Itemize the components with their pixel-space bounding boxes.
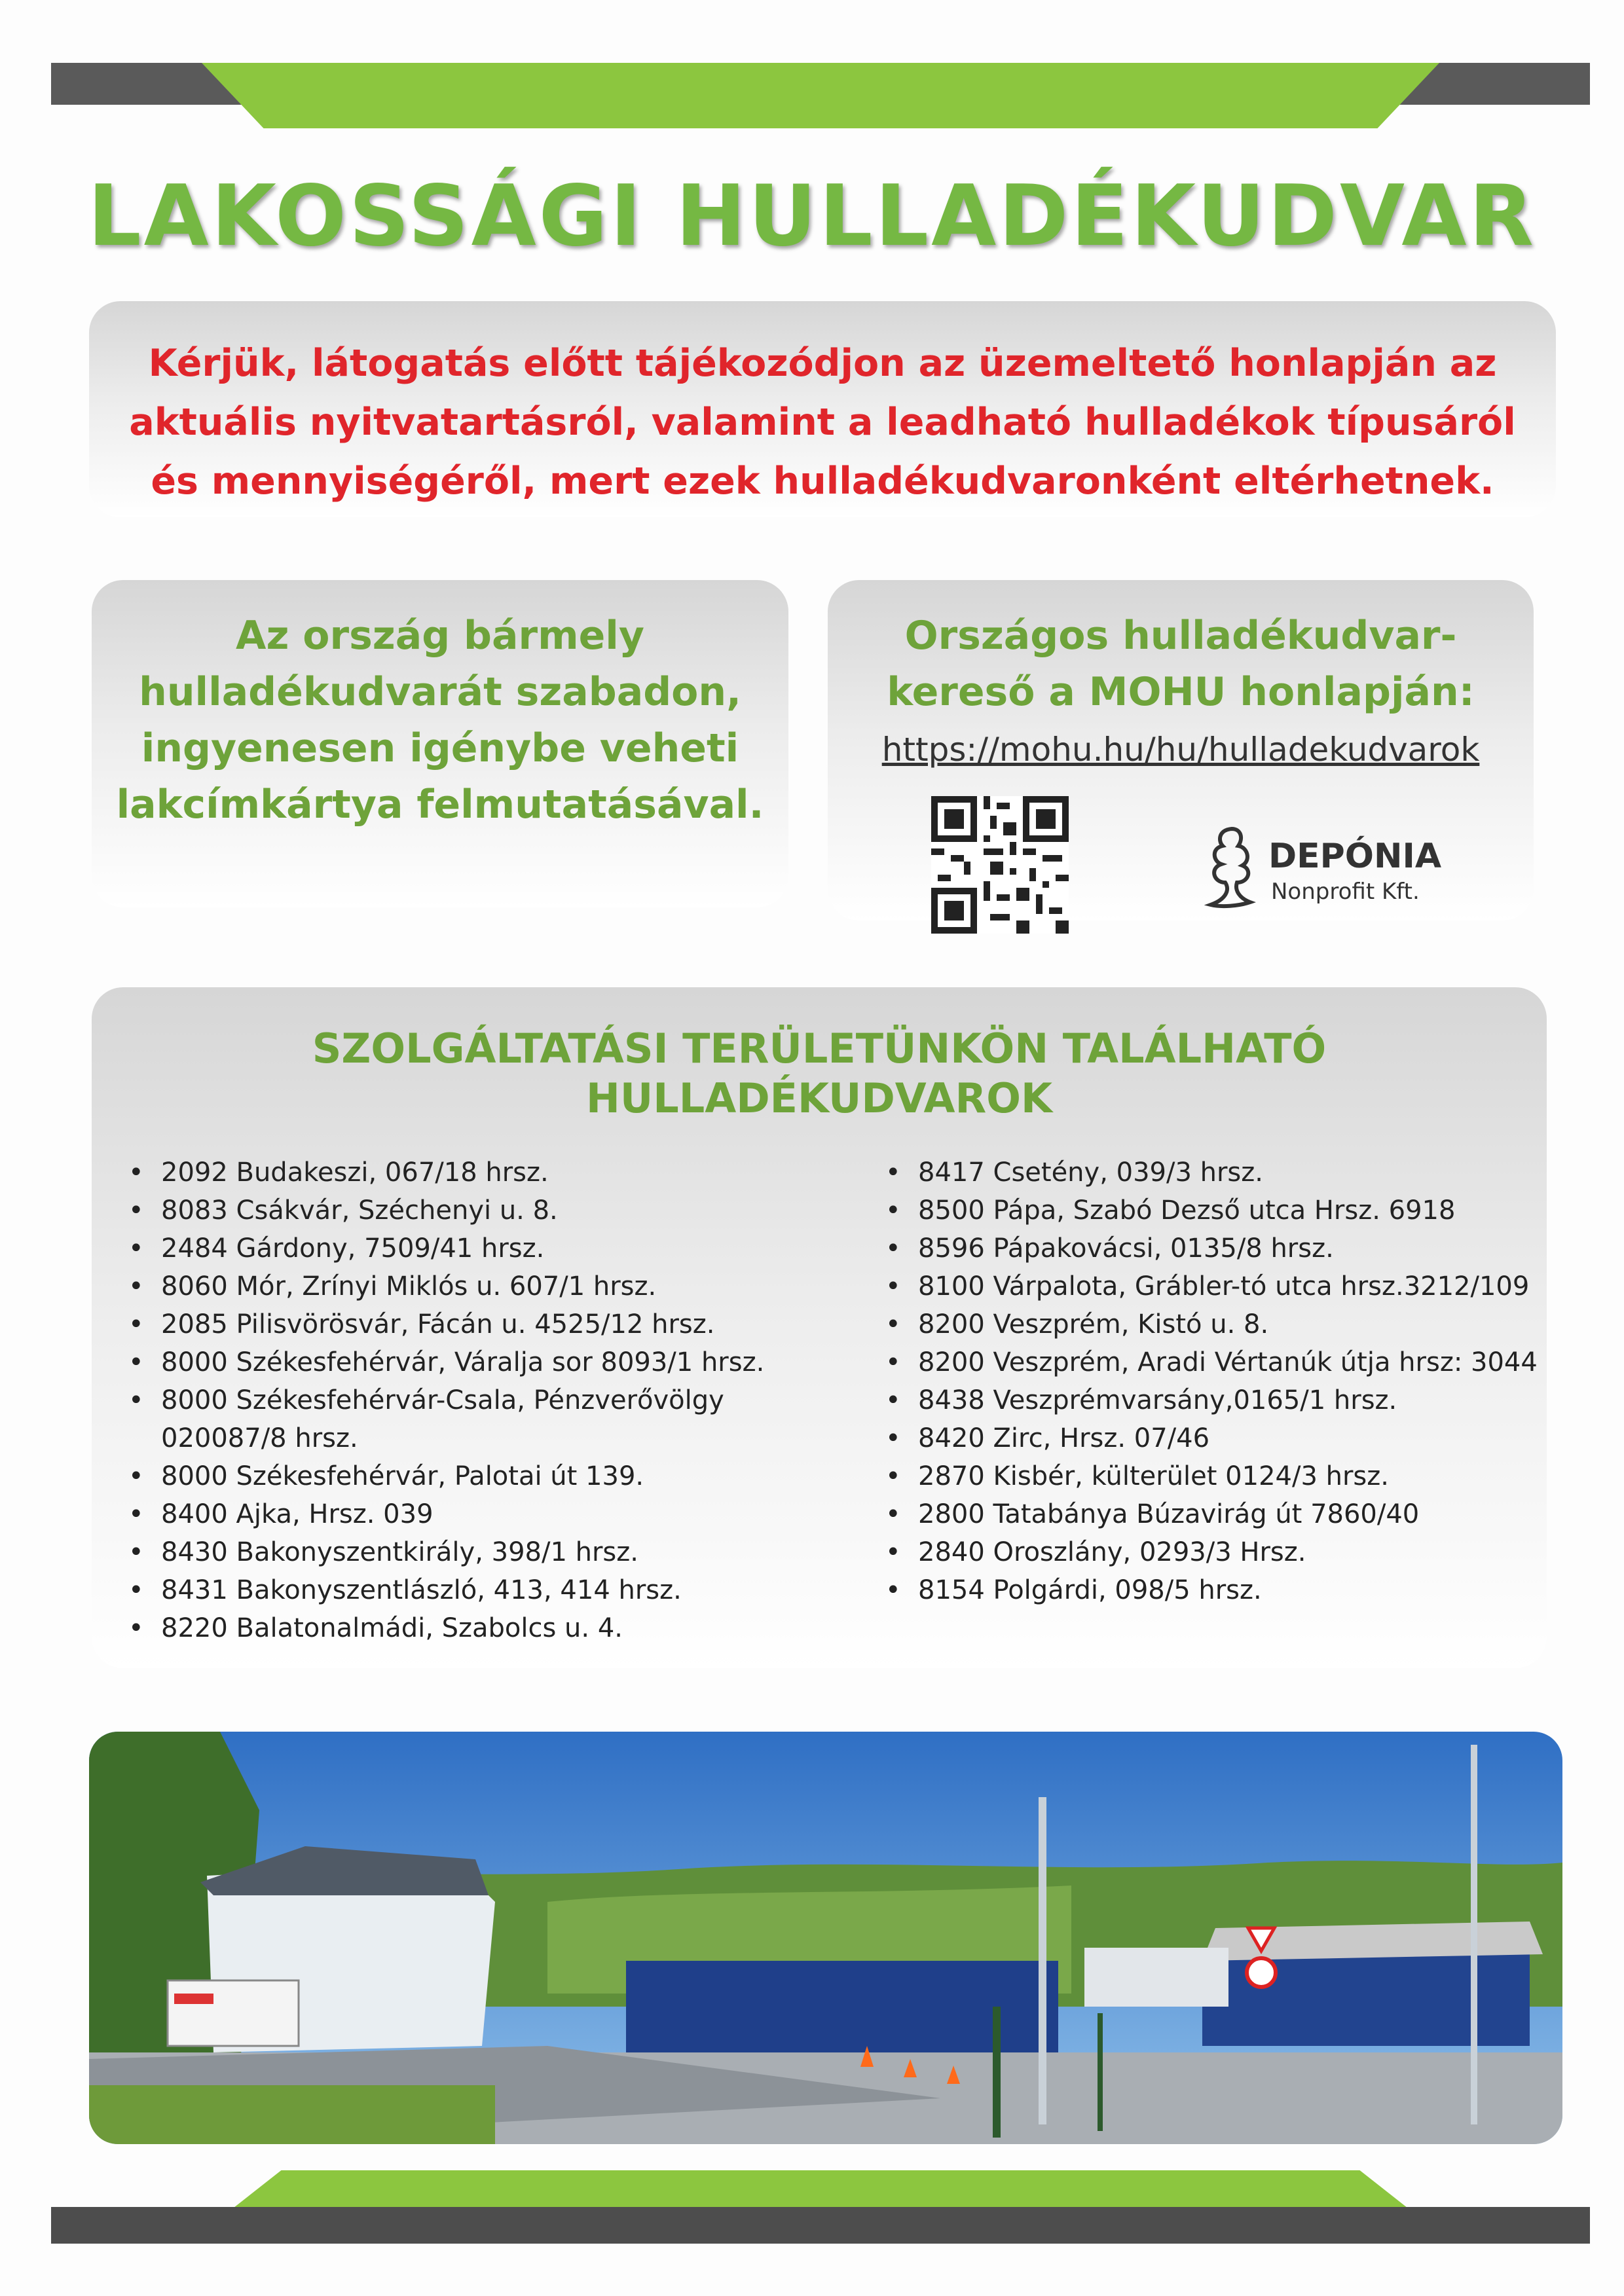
- list-item: • 8200 Veszprém, Kistó u. 8.: [885, 1305, 1547, 1343]
- logo-sub-text: Nonprofit Kft.: [1271, 879, 1420, 905]
- locations-list-right: [885, 1154, 1547, 1609]
- list-item: • 8000 Székesfehérvár, Váralja sor 8093/1 hrsz.: [128, 1343, 796, 1381]
- finder-box: [828, 580, 1534, 920]
- list-item: • 8431 Bakonyszentlászló, 413, 414 hrsz.: [128, 1571, 796, 1609]
- list-item: • 8083 Csákvár, Széchenyi u. 8.: [128, 1192, 796, 1230]
- list-item: • 8420 Zirc, Hrsz. 07/46: [885, 1419, 1547, 1457]
- page-title: LAKOSSÁGI HULLADÉKUDVAR: [88, 168, 1536, 265]
- list-item: • 2085 Pilisvörösvár, Fácán u. 4525/12 hrsz.: [128, 1305, 796, 1343]
- list-item: • 8154 Polgárdi, 098/5 hrsz.: [885, 1571, 1547, 1609]
- notice-text: Kérjük, látogatás előtt tájékozódjon az üzemeltető honlapján az aktuális nyitvatartásról, valamint a leadható hulladékok típusáról és mennyiségéről, mert ezek hulladékudvaronként eltérhetnek.: [129, 342, 1516, 503]
- bottom-bar: [51, 2170, 1590, 2244]
- list-item: • 2484 Gárdony, 7509/41 hrsz.: [128, 1230, 796, 1267]
- waste-yard-photo: [89, 1732, 1562, 2144]
- list-item: • 8000 Székesfehérvár-Csala, Pénzverővölgy 020087/8 hrsz.: [128, 1381, 796, 1457]
- logo-brand-text: DEPÓNIA: [1268, 837, 1442, 876]
- list-item: • 8400 Ajka, Hrsz. 039: [128, 1495, 796, 1533]
- qr-code-icon[interactable]: [931, 796, 1069, 934]
- top-bar-accent: [202, 63, 1439, 128]
- list-item: • 8100 Várpalota, Grábler-tó utca hrsz.3212/109: [885, 1267, 1547, 1305]
- list-item: • 8596 Pápakovácsi, 0135/8 hrsz.: [885, 1230, 1547, 1267]
- locations-box: [92, 987, 1547, 1668]
- list-item: • 8220 Balatonalmádi, Szabolcs u. 4.: [128, 1609, 796, 1647]
- list-item: • 2800 Tatabánya Búzavirág út 7860/40: [885, 1495, 1547, 1533]
- finder-title: Országos hulladékudvar-kereső a MOHU honlapján:: [887, 613, 1475, 715]
- bottom-bar-base: [51, 2207, 1590, 2244]
- tree-logo-icon: [1191, 822, 1263, 914]
- list-item: • 2092 Budakeszi, 067/18 hrsz.: [128, 1154, 796, 1192]
- list-item: • 8500 Pápa, Szabó Dezső utca Hrsz. 6918: [885, 1192, 1547, 1230]
- free-use-text: Az ország bármely hulladékudvarát szabadon, ingyenesen igénybe veheti lakcímkártya felmutatásával.: [116, 613, 764, 828]
- list-item: • 8430 Bakonyszentkirály, 398/1 hrsz.: [128, 1533, 796, 1571]
- list-item: • 8438 Veszprémvarsány,0165/1 hrsz.: [885, 1381, 1547, 1419]
- list-item: • 2840 Oroszlány, 0293/3 Hrsz.: [885, 1533, 1547, 1571]
- deponia-logo: [1191, 822, 1466, 914]
- list-item: • 8417 Csetény, 039/3 hrsz.: [885, 1154, 1547, 1192]
- top-bar: [51, 63, 1590, 105]
- list-item: • 8200 Veszprém, Aradi Vértanúk útja hrsz: 3044: [885, 1343, 1547, 1381]
- list-item: • 2870 Kisbér, külterület 0124/3 hrsz.: [885, 1457, 1547, 1495]
- finder-url-link[interactable]: https://mohu.hu/hu/hulladekudvarok: [881, 731, 1480, 769]
- notice-box: [89, 301, 1556, 517]
- free-use-box: [92, 580, 788, 907]
- list-item: • 8060 Mór, Zrínyi Miklós u. 607/1 hrsz.: [128, 1267, 796, 1305]
- locations-title: SZOLGÁLTATÁSI TERÜLETÜNKÖN TALÁLHATÓ HULLADÉKUDVAROK: [312, 1025, 1327, 1122]
- locations-list-left: [128, 1154, 796, 1647]
- list-item: • 8000 Székesfehérvár, Palotai út 139.: [128, 1457, 796, 1495]
